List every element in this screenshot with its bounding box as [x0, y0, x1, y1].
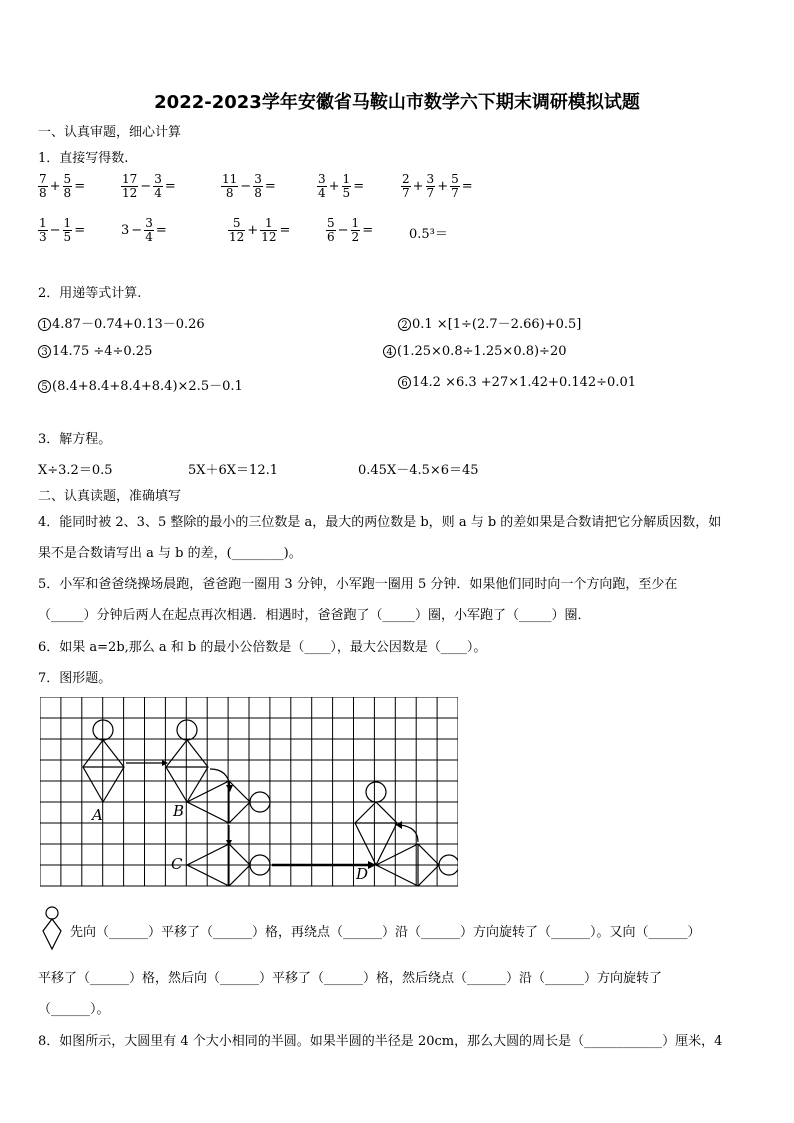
- shape-b-head: [177, 720, 197, 740]
- q2-item-6: [398, 375, 636, 390]
- fraction: [228, 217, 245, 244]
- fraction: [221, 173, 238, 200]
- calc-item: [121, 217, 168, 244]
- numerator: 3: [318, 172, 326, 186]
- circled-number: 5: [38, 380, 51, 393]
- q2-item-text: 0.1 ×[1÷(2.7－2.66)+0.5]: [412, 317, 582, 332]
- equals-sign: =: [155, 223, 167, 238]
- calc-text: 0.5³＝: [409, 227, 448, 242]
- equation-2: 5X＋6X＝12.1: [188, 463, 278, 478]
- section-heading-2: 二、认真读题，准确填写: [38, 489, 182, 504]
- numerator: 1: [63, 216, 72, 230]
- question-1-label: 1．直接写得数.: [38, 151, 129, 166]
- fraction: [326, 217, 336, 244]
- rotation-arrow-d: [400, 825, 418, 842]
- numerator: 3: [145, 216, 153, 230]
- operator: −: [337, 223, 349, 238]
- fraction: [426, 173, 436, 200]
- shape-a-body: [83, 740, 124, 802]
- denominator: 7: [451, 186, 459, 200]
- grid-lines: [40, 697, 458, 886]
- point-label-c: C: [171, 855, 183, 873]
- fraction: [317, 173, 327, 200]
- fraction: [121, 173, 138, 200]
- circled-number: 6: [398, 376, 411, 389]
- denominator: 4: [145, 230, 153, 244]
- q2-item-3: [38, 344, 152, 359]
- fraction: [38, 217, 48, 244]
- numerator: 5: [327, 216, 335, 230]
- equals-sign: =: [74, 179, 86, 194]
- calc-item: [38, 173, 86, 200]
- arrowhead-rotation-b: [226, 785, 233, 792]
- numerator: 3: [426, 172, 435, 186]
- rotation-arrow-b: [210, 769, 230, 787]
- equation-1: X÷3.2＝0.5: [38, 463, 113, 478]
- q2-item-text: (8.4+8.4+8.4+8.4)×2.5－0.1: [52, 379, 243, 394]
- numerator: 1: [342, 172, 351, 186]
- denominator: 12: [261, 230, 277, 244]
- question-7-line-1: 先向（______）平移了（______）格，再绕点（______）沿（______）方向旋转了（______）。又向（______）: [70, 925, 701, 940]
- fraction: [351, 217, 361, 244]
- numerator: 5: [451, 172, 459, 186]
- numerator: 17: [122, 172, 138, 186]
- grid-figure: [40, 697, 458, 887]
- calc-item: [326, 217, 374, 244]
- calc-item: [121, 173, 177, 200]
- shape-d-body: [355, 802, 397, 865]
- denominator: 4: [154, 186, 162, 200]
- q2-item-text: 14.2 ×6.3 +27×1.42+0.142÷0.01: [412, 375, 636, 390]
- q2-item-text: 4.87－0.74+0.13－0.26: [52, 317, 205, 332]
- fraction: [260, 217, 277, 244]
- equals-sign: =: [279, 223, 291, 238]
- denominator: 8: [254, 186, 262, 200]
- operator: +: [247, 223, 259, 238]
- numerator: 2: [402, 172, 410, 186]
- question-2-label: 2．用递等式计算.: [38, 286, 142, 301]
- shape-d-head: [366, 782, 386, 802]
- fraction: [450, 173, 460, 200]
- equals-sign: =: [353, 179, 365, 194]
- equation-3: 0.45X－4.5×6＝45: [358, 463, 479, 478]
- fraction: [63, 173, 73, 200]
- question-7-line-2: 平移了（______）格，然后向（______）平移了（______）格，然后绕点（______）沿（______）方向旋转了: [38, 971, 663, 986]
- q2-item-2: [398, 313, 581, 332]
- question-6: 6．如果 a=2b,那么 a 和 b 的最小公倍数是（____），最大公因数是（____）。: [38, 640, 487, 655]
- denominator: 7: [426, 186, 435, 200]
- equals-sign: =: [362, 223, 374, 238]
- operator: +: [49, 179, 61, 194]
- fraction: [253, 173, 263, 200]
- q2-item-5: [38, 375, 243, 394]
- numerator: 11: [222, 172, 238, 186]
- operator: +: [437, 179, 449, 194]
- denominator: 5: [342, 186, 351, 200]
- operator: +: [412, 179, 424, 194]
- circled-number: 3: [38, 345, 51, 358]
- question-5-line-1: 5．小军和爸爸绕操场晨跑，爸爸跑一圈用 3 分钟，小军跑一圈用 5 分钟．如果他们同时向一个方向跑，至少在: [38, 577, 678, 592]
- q2-item-4: [383, 344, 567, 359]
- denominator: 5: [63, 230, 72, 244]
- equals-sign: =: [264, 179, 276, 194]
- denominator: 7: [402, 186, 410, 200]
- denominator: 6: [327, 230, 335, 244]
- question-4-line-1: 4．能同时被 2、3、5 整除的最小的三位数是 a，最大的两位数是 b，则 a 与 b 的差如果是合数请把它分解质因数，如: [38, 515, 722, 530]
- point-label-a: A: [92, 806, 103, 824]
- fraction: [401, 173, 411, 200]
- whole-number: 3: [121, 223, 130, 238]
- question-7-line-3: （______）。: [38, 1002, 110, 1017]
- section-heading-1: 一、认真审题，细心计算: [38, 125, 182, 140]
- circled-number: 1: [38, 318, 51, 331]
- fraction: [342, 173, 352, 200]
- q2-item-text: (1.25×0.8÷1.25×0.8)÷20: [397, 344, 567, 359]
- question-4-line-2: 果不是合数请写出 a 与 b 的差，(________)。: [38, 546, 302, 561]
- operator: −: [140, 179, 152, 194]
- question-3-label: 3．解方程。: [38, 432, 112, 447]
- numerator: 3: [254, 172, 262, 186]
- calc-item: [38, 217, 86, 244]
- operator: −: [49, 223, 61, 238]
- page-title: 2022-2023学年安徽省马鞍山市数学六下期末调研模拟试题: [154, 92, 640, 113]
- numerator: 5: [228, 217, 245, 231]
- equals-sign: =: [74, 223, 86, 238]
- fraction: [144, 217, 154, 244]
- calc-item: [228, 217, 291, 244]
- q2-item-text: 14.75 ÷4÷0.25: [52, 344, 153, 359]
- calc-item: [221, 173, 277, 200]
- denominator: 12: [122, 186, 138, 200]
- numerator: 1: [39, 216, 47, 230]
- question-8-line-1: 8．如图所示，大圆里有 4 个大小相同的半圆。如果半圆的半径是 20cm，那么大圆的周长是（____________）厘米，4: [38, 1034, 723, 1049]
- denominator: 8: [39, 186, 47, 200]
- calc-item: [409, 217, 448, 242]
- fraction: [63, 217, 73, 244]
- kite-shape-icon: [40, 905, 66, 953]
- denominator: 2: [351, 230, 360, 244]
- numerator: 5: [63, 172, 72, 186]
- circled-number: 2: [398, 318, 411, 331]
- circled-number: 4: [383, 345, 396, 358]
- shape-b-body: [166, 740, 208, 802]
- operator: −: [131, 223, 143, 238]
- numerator: 1: [351, 216, 360, 230]
- denominator: 8: [63, 186, 72, 200]
- question-5-line-2: （_____）分钟后两人在起点再次相遇．相遇时，爸爸跑了（_____）圈，小军跑了（_____）圈．: [38, 608, 591, 623]
- fraction: [153, 173, 163, 200]
- operator: −: [240, 179, 252, 194]
- point-label-b: B: [173, 802, 185, 820]
- denominator: 3: [39, 230, 47, 244]
- denominator: 8: [225, 186, 234, 200]
- operator: +: [328, 179, 340, 194]
- calc-item: [317, 173, 365, 200]
- question-7-label: 7．图形题。: [38, 671, 112, 686]
- numerator: 1: [260, 217, 277, 231]
- equals-sign: =: [164, 179, 176, 194]
- denominator: 4: [318, 186, 326, 200]
- equals-sign: =: [461, 179, 473, 194]
- numerator: 7: [39, 172, 47, 186]
- point-label-d: D: [356, 865, 369, 883]
- fraction: [38, 173, 48, 200]
- q2-item-1: [38, 313, 205, 332]
- calc-item: [401, 173, 474, 200]
- denominator: 12: [229, 230, 245, 244]
- numerator: 3: [154, 172, 162, 186]
